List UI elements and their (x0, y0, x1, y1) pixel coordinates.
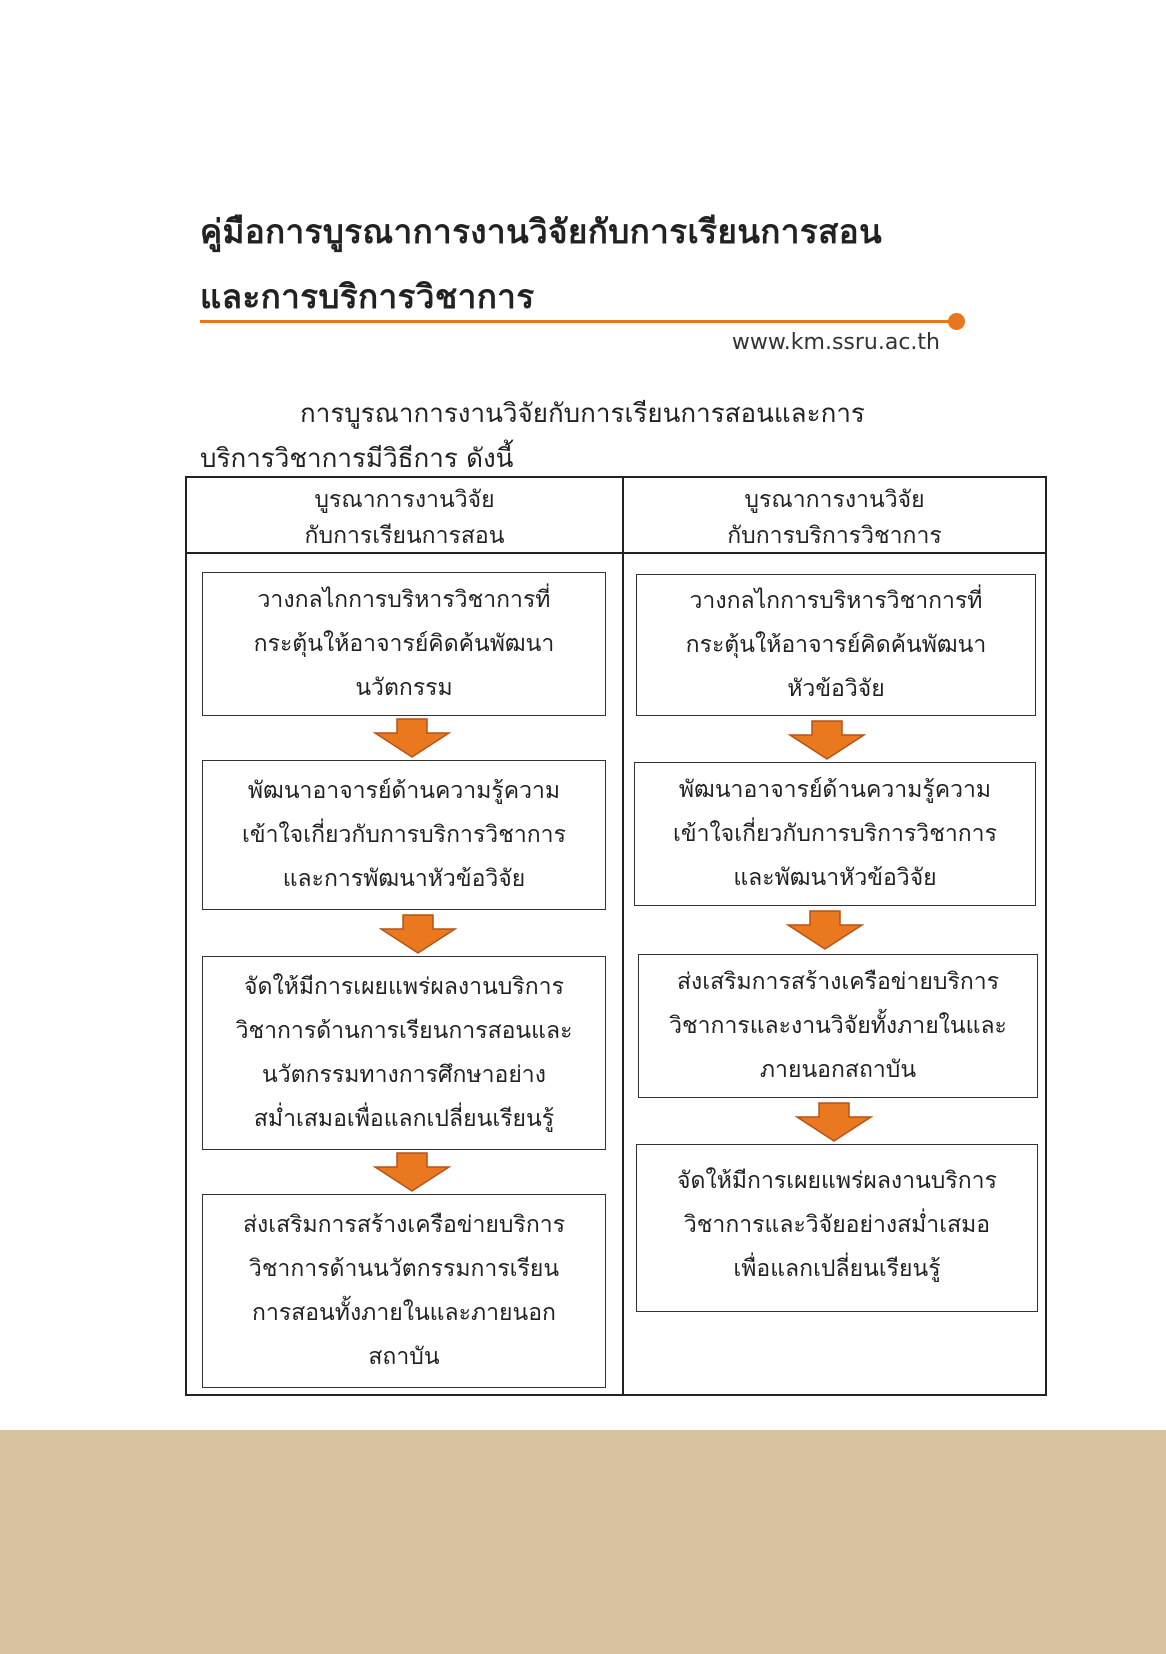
title-underline-dot (948, 313, 965, 330)
right-step-4-line: วิชาการและวิจัยอย่างสม่ำเสมอ (683, 1212, 991, 1238)
left-column-heading (187, 482, 622, 550)
intro-text-line1: การบูรณาการงานวิจัยกับการเรียนการสอนและการ (300, 399, 865, 429)
right-step-2-line: และพัฒนาหัวข้อวิจัย (733, 865, 937, 891)
right-step-2-line: เข้าใจเกี่ยวกับการบริการวิชาการ (673, 821, 997, 847)
left-step-4-line: ส่งเสริมการสร้างเครือข่ายบริการ (242, 1212, 566, 1238)
right-step-1-line: วางกลไกการบริหารวิชาการที่ (689, 588, 983, 614)
left-step-4 (202, 1194, 606, 1388)
right-heading-line1: บูรณาการงานวิจัย (744, 487, 925, 513)
down-arrow-icon (786, 910, 864, 950)
right-step-4-line: เพื่อแลกเปลี่ยนเรียนรู้ (733, 1256, 941, 1282)
right-step-1-line: หัวข้อวิจัย (787, 676, 885, 702)
right-step-4-line: จัดให้มีการเผยแพร่ผลงานบริการ (677, 1168, 997, 1194)
right-heading-line2: กับการบริการวิชาการ (727, 523, 942, 549)
left-step-3-line: นวัตกรรมทางการศึกษาอย่าง (262, 1062, 546, 1088)
down-arrow-icon (373, 1152, 451, 1192)
left-step-4-line: การสอนทั้งภายในและภายนอก (252, 1300, 556, 1326)
left-step-1-line: นวัตกรรม (355, 675, 453, 701)
right-column-heading (624, 482, 1045, 550)
left-step-2-line: และการพัฒนาหัวข้อวิจัย (282, 866, 526, 892)
right-step-2 (634, 762, 1036, 906)
left-step-2 (202, 760, 606, 910)
left-step-1 (202, 572, 606, 716)
down-arrow-icon (788, 720, 866, 760)
title-underline (200, 320, 956, 323)
website-url: www.km.ssru.ac.th (731, 330, 940, 355)
intro-text-line2: บริการวิชาการมีวิธีการ ดังนี้ (200, 444, 514, 474)
left-step-4-line: วิชาการด้านนวัตกรรมการเรียน (248, 1256, 560, 1282)
right-step-2-line: พัฒนาอาจารย์ด้านความรู้ความ (678, 777, 992, 803)
right-step-3-line: วิชาการและงานวิจัยทั้งภายในและ (669, 1013, 1007, 1039)
right-step-4 (636, 1144, 1038, 1312)
right-step-3-line: ภายนอกสถาบัน (759, 1057, 917, 1083)
left-step-1-line: กระตุ้นให้อาจารย์คิดค้นพัฒนา (253, 631, 555, 657)
left-step-3-line: วิชาการด้านการเรียนการสอนและ (235, 1018, 573, 1044)
footer-band (0, 1430, 1166, 1654)
document-title-line2: และการบริการวิชาการ (200, 277, 535, 316)
left-heading-line2: กับการเรียนการสอน (304, 523, 505, 549)
left-step-4-line: สถาบัน (368, 1344, 440, 1370)
left-step-3 (202, 956, 606, 1150)
left-step-2-line: พัฒนาอาจารย์ด้านความรู้ความ (247, 778, 561, 804)
right-step-1-line: กระตุ้นให้อาจารย์คิดค้นพัฒนา (685, 632, 987, 658)
down-arrow-icon (795, 1102, 873, 1142)
document-title-line1: คู่มือการบูรณาการงานวิจัยกับการเรียนการสอน (200, 212, 883, 251)
left-heading-line1: บูรณาการงานวิจัย (314, 487, 495, 513)
right-step-3-line: ส่งเสริมการสร้างเครือข่ายบริการ (676, 969, 1000, 995)
down-arrow-icon (379, 914, 457, 954)
column-divider (622, 476, 624, 1396)
left-step-3-line: สม่ำเสมอเพื่อแลกเปลี่ยนเรียนรู้ (253, 1106, 555, 1132)
right-step-1 (636, 574, 1036, 716)
left-step-2-line: เข้าใจเกี่ยวกับการบริการวิชาการ (242, 822, 566, 848)
left-step-3-line: จัดให้มีการเผยแพร่ผลงานบริการ (244, 974, 564, 1000)
down-arrow-icon (373, 718, 451, 758)
right-step-3 (638, 954, 1038, 1098)
left-step-1-line: วางกลไกการบริหารวิชาการที่ (257, 587, 551, 613)
